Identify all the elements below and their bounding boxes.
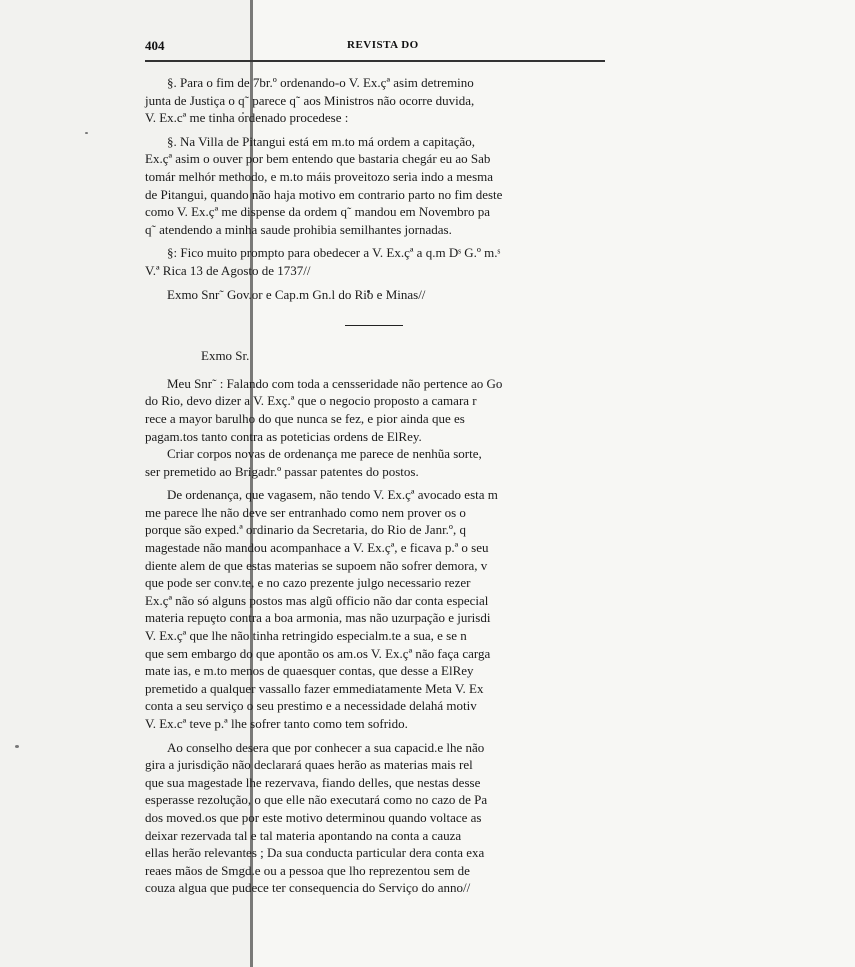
text-line: ser premetido ao Brigadr.º passar patentes do postos. — [145, 463, 419, 479]
text-line: diente alem de que estas materias se supoem não sofrer demora, v — [145, 557, 488, 573]
text-line: que sem embargo do que apontão os am.os V. Ex.çª não faça carga — [145, 645, 491, 661]
text-line: V. Ex.cª me tinha ordenado procedese : — [145, 110, 349, 126]
text-line: conta a seu serviço o seu prestimo e a necessidade delahá motiv — [145, 698, 477, 714]
text-line: mate ias, e m.to menos de quaesquer contas, que desse a ElRey — [145, 663, 474, 679]
text-line: tomár melhór methodo, e m.to máis proveitozo seria indo a mesma — [145, 168, 494, 184]
text-line: §: Fico muito prompto para obedecer a V. Ex.çª a q.m Dˢ G.º m.ˢ — [167, 245, 501, 261]
text-line: junta de Justiça o q˜ parece q˜ aos Ministros não ocorre duvida, — [145, 92, 475, 108]
text-line: materia repuȩto contra a boa armonia, mas não uzurpação e jurisdi — [145, 610, 491, 626]
text-line: De ordenança, que vagasem, não tendo V. Ex.çª avocado esta m — [167, 487, 498, 503]
text-line: couza algua que pudece ter consequencia do Serviço do anno// — [145, 880, 471, 896]
letter-1 — [145, 74, 855, 303]
text-line: Ex.çª não só alguns postos mas algũ officio não dar conta especial — [145, 592, 489, 608]
text-line: de Pitangui, quando não haja motivo em contrario parto no fim deste — [145, 186, 503, 202]
text-line: magestade não mandou acompanhace a V. Ex.çª, e ficava p.ª o seu — [145, 540, 489, 556]
text-line: §. Na Villa de Pitangui está em m.to má ordem a capitação, — [167, 133, 475, 149]
text-line: Ex.çª asim o ouver por bem entendo que bastaria chegár eu ao Sab — [145, 151, 491, 167]
journal-title: REVISTA DO — [347, 39, 419, 51]
section-divider-wrap — [145, 303, 855, 347]
text-line: pagam.tos tanto contra as poteticias ordens de ElRey. — [145, 428, 422, 444]
text-line: esperasse rezolução, o que elle não executará como no cazo de Pa — [145, 792, 488, 808]
section-divider — [345, 325, 403, 326]
text-line: ellas herão relevantes ; Da sua conducta particular dera conta exa — [145, 845, 485, 861]
text-line: como V. Ex.çª me dispense da ordem q˜ mandou em Novembro pa — [145, 204, 491, 220]
text-line: que sua magestade lhe rezervava, fiando delles, que nestas desse — [145, 774, 481, 790]
page-number: 404 — [145, 38, 165, 53]
text-line: do Rio, devo dizer a V. Exç.ª que o negocio proposto a camara r — [145, 393, 477, 409]
text-line: §. Para o fim de 7br.º ordenando-o V. Ex.çª asim detremino — [167, 75, 474, 90]
text-line: reaes mãos de Smgd.e ou a pessoa que lho reprezentou sem de — [145, 862, 470, 878]
paper-speck — [85, 132, 88, 134]
paper-speck — [15, 745, 19, 748]
text-line: deixar rezervada tal e tal materia apontando na conta a cauza — [145, 827, 462, 843]
addressee-line: Exmo Snr˜ Gov.or e Cap.m Gn.l do Rio e Minas// — [167, 286, 426, 302]
letter-2 — [145, 347, 855, 897]
text-line: premetido a qualquer vassallo fazer emmediatamente Meta V. Ex — [145, 680, 484, 696]
text-line: Criar corpos novas de ordenança me parece de nenhũa sorte, — [167, 446, 482, 462]
text-line: me parece lhe não deve ser entranhado como nem prover os o — [145, 504, 466, 520]
text-line: V. Ex.çª que lhe não tinha retringido especialm.te a sua, e se n — [145, 628, 467, 644]
text-line: Ao conselho desera que por conhecer a sua capacid.e lhe não — [167, 739, 485, 755]
text-line: Meu Snr˜ : Falando com toda a censseridade não pertence ao Go — [167, 375, 503, 391]
body-text — [145, 74, 855, 897]
salutation: Exmo Sr. — [201, 348, 250, 364]
text-line: gira a jurisdição não declarará quaes herão as materias mais rel — [145, 757, 473, 773]
text-line: V.ª Rica 13 de Agosto de 1737// — [145, 262, 311, 278]
text-line: V. Ex.cª teve p.ª lhe sofrer tanto como tem sofrido. — [145, 716, 408, 731]
running-header — [145, 36, 605, 60]
header-rule — [145, 60, 605, 62]
text-line: rece a mayor barulho do que nunca se fez, e pior ainda que es — [145, 410, 465, 426]
text-line: q˜ atendendo a minha saude prohibia semilhantes jornadas. — [145, 221, 452, 237]
text-line: porque são exped.ª ordinario da Secretaria, do Rio de Janr.º, q — [145, 522, 466, 538]
text-line: que pode ser conv.te, e no cazo prezente julgo necessario rezer — [145, 575, 471, 591]
text-line: dos moved.os que por este motivo determinou quando voltace as — [145, 809, 482, 825]
